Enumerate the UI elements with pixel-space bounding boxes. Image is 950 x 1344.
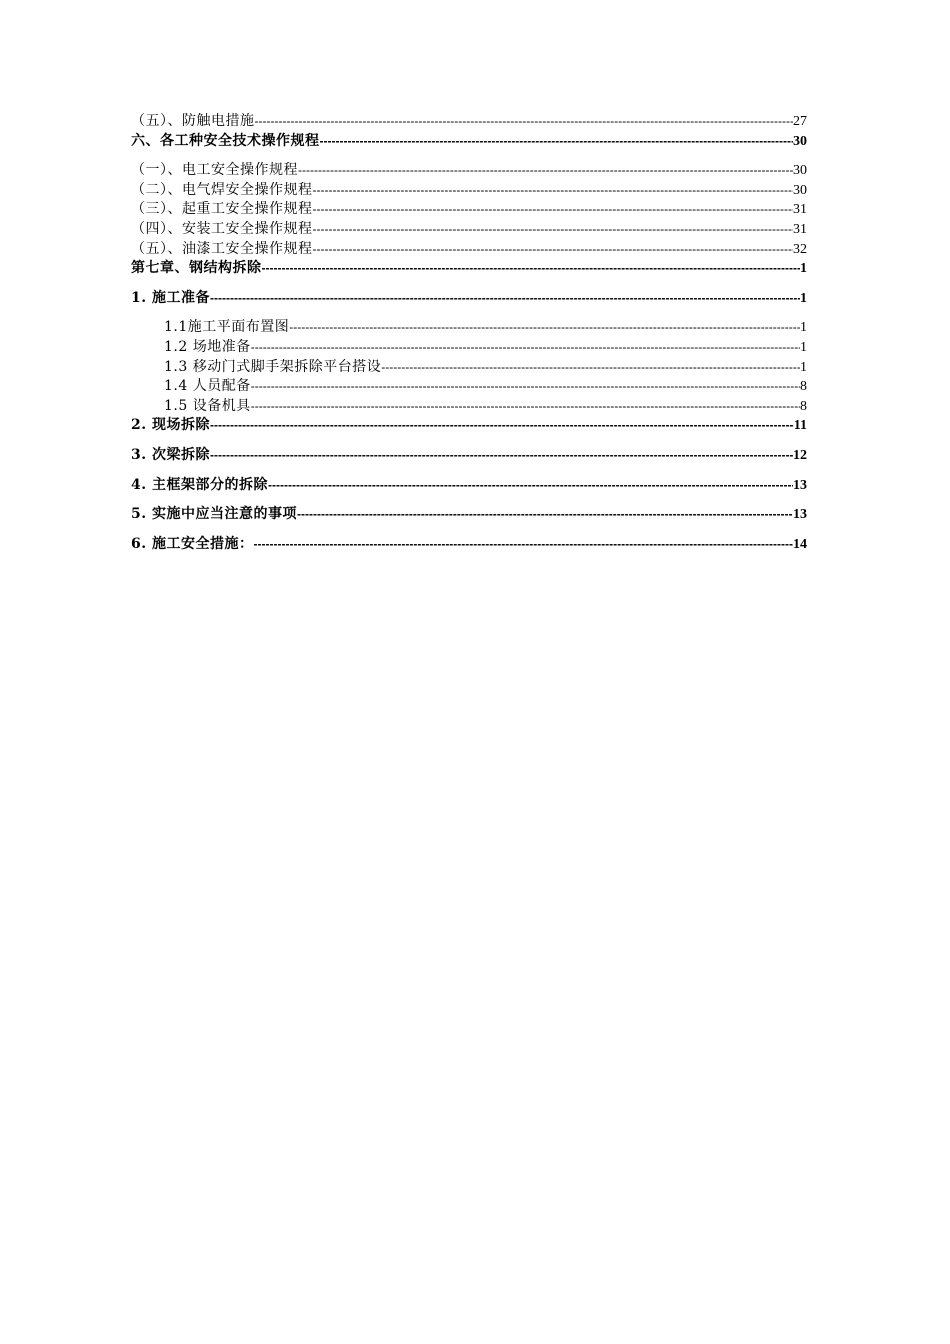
toc-entry[interactable] [131,505,807,525]
toc-entry[interactable] [131,446,807,466]
toc-entry-title: （四）、安装工安全操作规程 [131,220,313,237]
toc-page-number: 30 [793,182,807,198]
toc-entry[interactable] [131,289,807,309]
toc-entry[interactable] [131,318,807,338]
toc-dot-leader [254,535,794,555]
toc-dot-leader [313,200,794,220]
toc-entry-title: 2. 现场拆除 [131,417,210,434]
toc-entry[interactable] [131,181,807,201]
toc-page-number: 12 [793,447,807,463]
toc-entry-title: 3. 次梁拆除 [131,446,210,463]
toc-entry-title: （二）、电气焊安全操作规程 [131,181,313,198]
toc-entry[interactable] [131,535,807,555]
toc-entry[interactable] [131,416,807,436]
toc-dot-leader [313,240,794,260]
toc-entry[interactable] [131,161,807,181]
toc-entry[interactable] [131,377,807,397]
toc-dot-leader [381,358,800,378]
toc-page-number: 31 [793,221,807,237]
toc-dot-leader [298,161,793,181]
toc-entry-title: 6. 施工安全措施： [131,535,254,552]
toc-page-number: 32 [793,241,807,257]
toc-entry[interactable] [131,259,807,279]
toc-entry-title: 4. 主框架部分的拆除 [131,476,268,493]
toc-dot-leader [210,416,794,436]
toc-page-number: 31 [793,202,807,218]
toc-page-number: 1 [800,261,807,277]
toc-entry-title: 1.2 场地准备 [164,338,251,355]
table-of-contents [131,112,807,554]
toc-entry-title: （五）、油漆工安全操作规程 [131,240,313,257]
toc-entry-title: （五）、防触电措施 [131,113,255,129]
toc-page-number: 14 [793,536,807,552]
toc-entry-title: 1.3 移动门式脚手架拆除平台搭设 [164,358,382,375]
toc-entry[interactable] [131,358,807,378]
toc-entry[interactable] [131,132,807,152]
toc-dot-leader [210,446,793,466]
toc-entry-title: （一）、电工安全操作规程 [131,162,298,179]
toc-entry-title: 1.5 设备机具 [164,397,251,414]
toc-page-number: 27 [793,114,807,129]
toc-page-number: 13 [793,507,807,523]
toc-entry[interactable] [131,220,807,240]
toc-page-number: 8 [800,398,807,414]
toc-dot-leader [255,112,794,132]
toc-dot-leader [297,505,793,525]
toc-page-number: 13 [793,477,807,493]
toc-dot-leader [289,318,800,338]
toc-entry-title: （三）、起重工安全操作规程 [131,201,313,218]
toc-page-number: 1 [800,290,807,306]
toc-page-number: 1 [800,320,807,336]
toc-dot-leader [313,181,794,201]
toc-dot-leader [251,397,800,417]
toc-entry-title: 1. 施工准备 [131,289,210,306]
toc-entry-title: 六、各工种安全技术操作规程 [131,132,320,149]
toc-page-number: 8 [800,379,807,395]
toc-dot-leader [262,259,801,279]
toc-entry[interactable] [131,476,807,496]
toc-page-number: 30 [793,133,807,149]
toc-dot-leader [268,476,793,496]
toc-entry[interactable] [131,397,807,417]
toc-dot-leader [251,377,800,397]
toc-dot-leader [313,220,794,240]
toc-entry-title: 1.1施工平面布置图 [164,319,290,336]
toc-entry[interactable] [131,200,807,220]
toc-dot-leader [210,289,800,309]
toc-entry[interactable] [131,112,807,132]
toc-entry[interactable] [131,240,807,260]
toc-entry-title: 1.4 人员配备 [164,378,251,395]
toc-entry[interactable] [131,338,807,358]
toc-page-number: 11 [793,418,807,434]
toc-entry-title: 第七章、钢结构拆除 [131,260,262,277]
toc-dot-leader [251,338,800,358]
toc-dot-leader [320,132,794,152]
toc-entry-title: 5. 实施中应当注意的事项 [131,506,297,523]
toc-page-number: 1 [800,339,807,355]
toc-page-number: 30 [793,163,807,179]
toc-page-number: 1 [800,359,807,375]
